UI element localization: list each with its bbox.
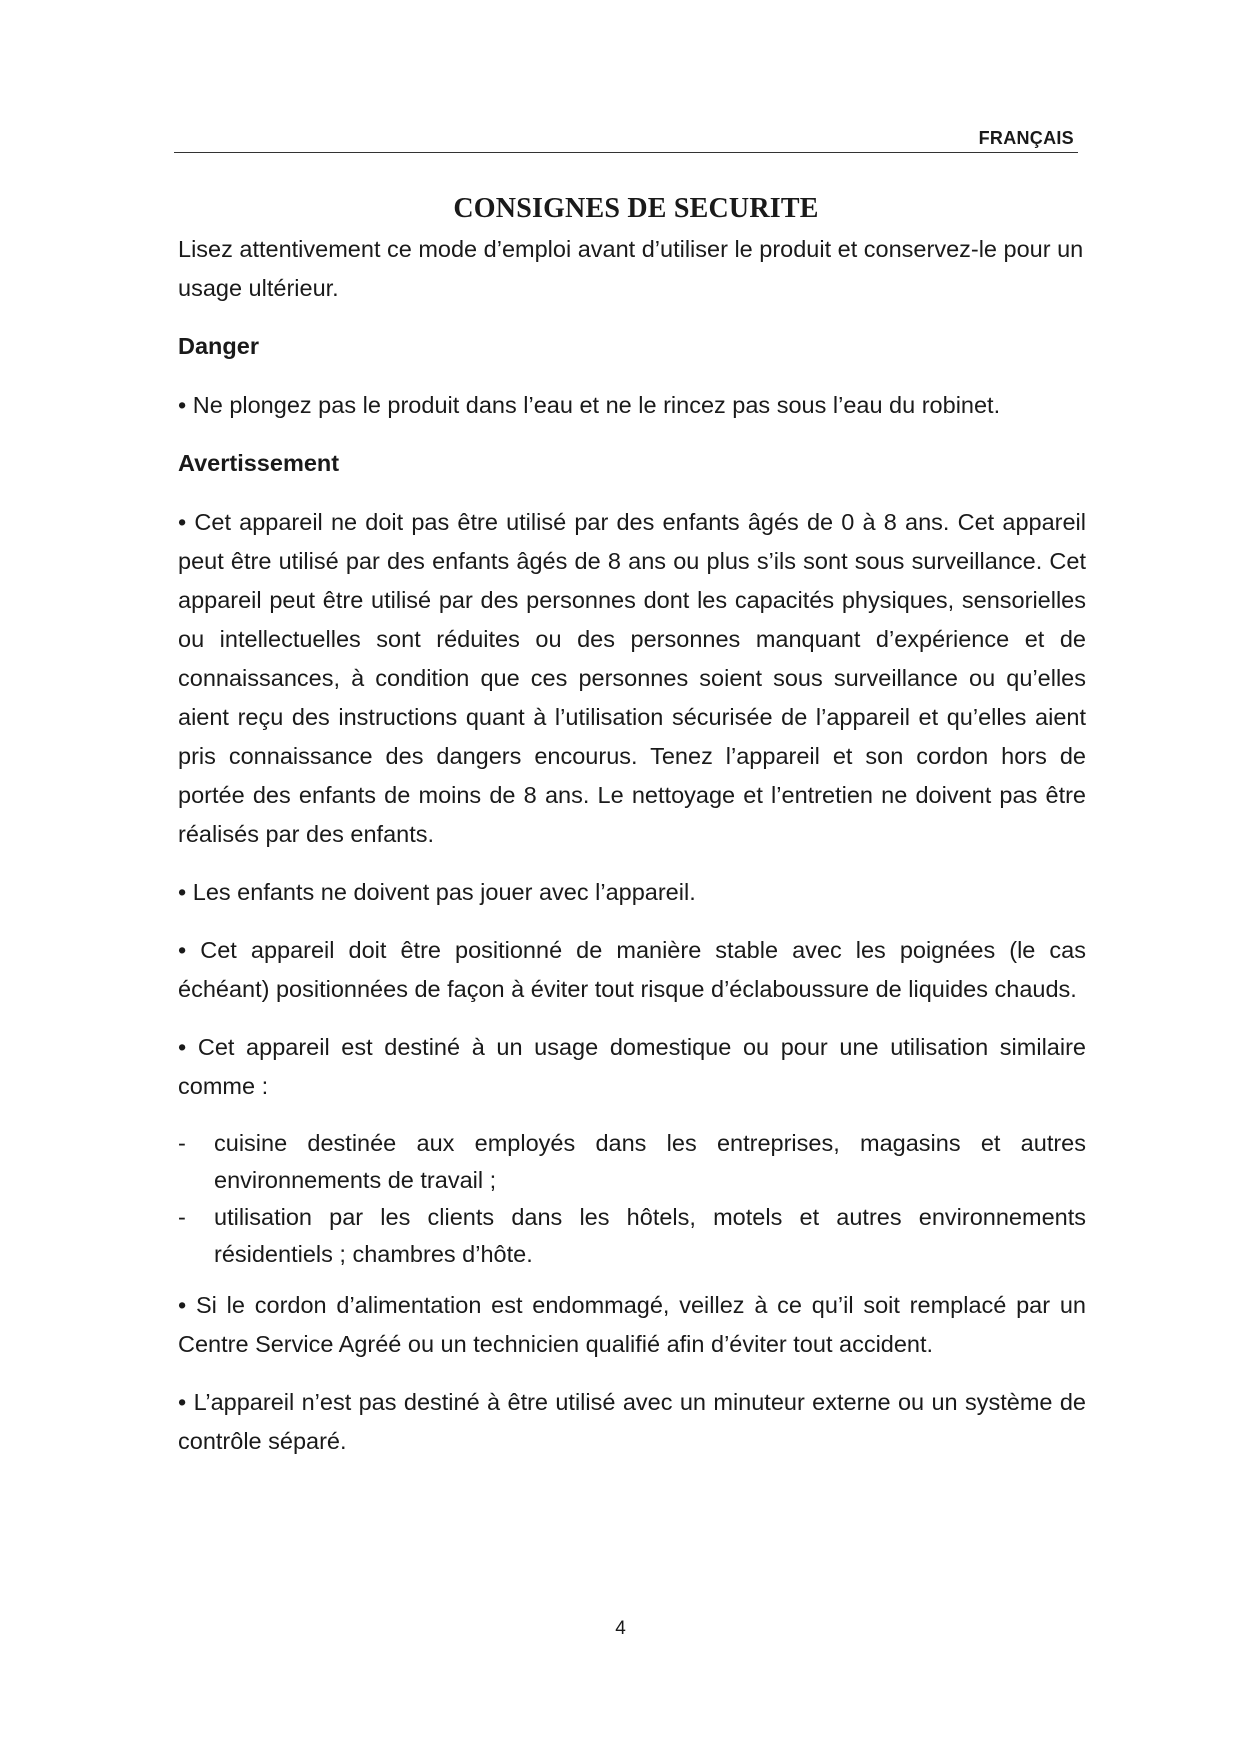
warning-paragraph-cord: • Si le cordon d’alimentation est endommagé, veillez à ce qu’il soit remplacé par un Centre Service Agréé ou un technicien qualifié afin d’éviter tout accident.	[178, 1292, 1086, 1357]
warning-paragraph-domestic-use: • Cet appareil est destiné à un usage domestique ou pour une utilisation similaire comme :	[178, 1034, 1086, 1099]
warning-paragraph-children: • Cet appareil ne doit pas être utilisé par des enfants âgés de 0 à 8 ans. Cet appareil peut être utilisé par des enfants âgés de 8 ans ou plus s’ils sont sous surveillance. Cet appareil peut être utilisé par des personnes dont les capacités physiques, sensorielles ou intellectuelles sont réduites ou des personnes manquant d’expérience et de connaissances, à condition que ces personnes soient sous surveillance ou qu’elles aient reçu des instructions quant à l’utilisation sécurisée de l’appareil et qu’elles aient pris connaissance des dangers encourus. Tenez l’appareil et son cordon hors de portée des enfants de moins de 8 ans. Le nettoyage et l’entretien ne doivent pas être réalisés par des enfants.	[178, 509, 1086, 847]
list-item-text: cuisine destinée aux employés dans les entreprises, magasins et autres environnements de travail ;	[214, 1130, 1086, 1193]
warning-paragraph-timer: • L’appareil n’est pas destiné à être utilisé avec un minuteur externe ou un système de contrôle séparé.	[178, 1389, 1086, 1454]
page-header	[174, 124, 1078, 153]
warning-paragraph-stability: • Cet appareil doit être positionné de manière stable avec les poignées (le cas échéant) positionnées de façon à éviter tout risque d’éclaboussure de liquides chauds.	[178, 937, 1086, 1002]
list-dash: -	[178, 1204, 186, 1230]
list-item	[178, 1125, 1086, 1199]
page-number: 4	[615, 1618, 626, 1639]
list-item	[178, 1199, 1086, 1273]
language-label: FRANÇAIS	[978, 128, 1074, 148]
danger-paragraph: • Ne plongez pas le produit dans l’eau et ne le rincez pas sous l’eau du robinet.	[178, 392, 1001, 418]
list-dash: -	[178, 1130, 186, 1156]
usage-list	[178, 1125, 1086, 1273]
danger-heading: Danger	[178, 333, 259, 359]
page-title: CONSIGNES DE SECURITE	[453, 193, 819, 224]
warning-heading: Avertissement	[178, 450, 340, 476]
document-body	[178, 230, 1086, 1480]
warning-paragraph-play: • Les enfants ne doivent pas jouer avec l’appareil.	[178, 879, 696, 905]
intro-paragraph: Lisez attentivement ce mode d’emploi avant d’utiliser le produit et conservez-le pour un usage ultérieur.	[178, 236, 1084, 301]
list-item-text: utilisation par les clients dans les hôtels, motels et autres environnements résidentiels ; chambres d’hôte.	[214, 1204, 1086, 1267]
